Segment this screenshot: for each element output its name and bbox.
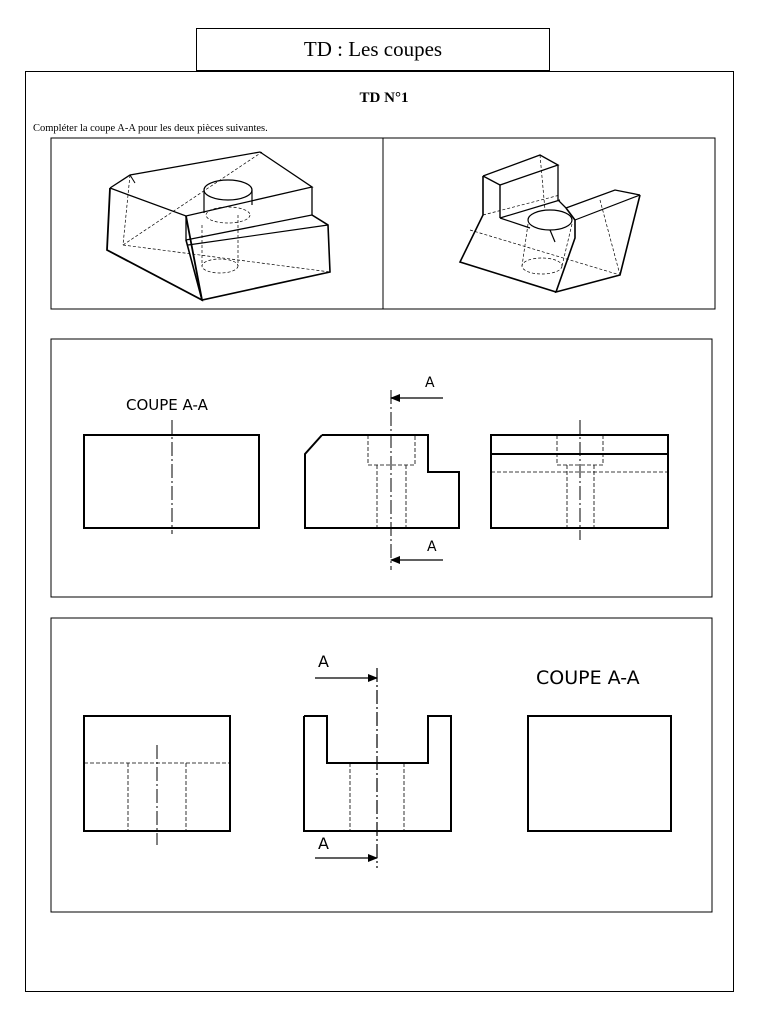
- ex2-section-label: COUPE A-A: [536, 667, 640, 689]
- ex2-section-view: [528, 667, 671, 831]
- ex2-side-view: [84, 716, 230, 845]
- exercise-2-panel: [51, 618, 712, 912]
- ex1-arrow-bottom-label: A: [427, 539, 437, 555]
- exercise-1-panel: [51, 339, 712, 597]
- ex2-front-view: [304, 652, 451, 868]
- ex1-section-label: COUPE A-A: [126, 396, 208, 414]
- ex2-arrow-bottom-label: A: [318, 834, 329, 853]
- ex1-side-view: [491, 420, 668, 540]
- isometric-panel: [51, 138, 715, 309]
- ex1-arrow-top-label: A: [425, 375, 435, 391]
- td-heading: TD N°1: [359, 90, 409, 106]
- part2-isometric: [460, 155, 640, 292]
- ex1-front-view: [305, 375, 459, 570]
- part1-isometric: [107, 152, 330, 300]
- instruction-text: Compléter la coupe A-A pour les deux pièces suivantes.: [33, 123, 268, 134]
- ex1-section-view: [84, 396, 259, 534]
- ex2-arrow-top-label: A: [318, 652, 329, 671]
- document-title: TD : Les coupes: [196, 28, 550, 71]
